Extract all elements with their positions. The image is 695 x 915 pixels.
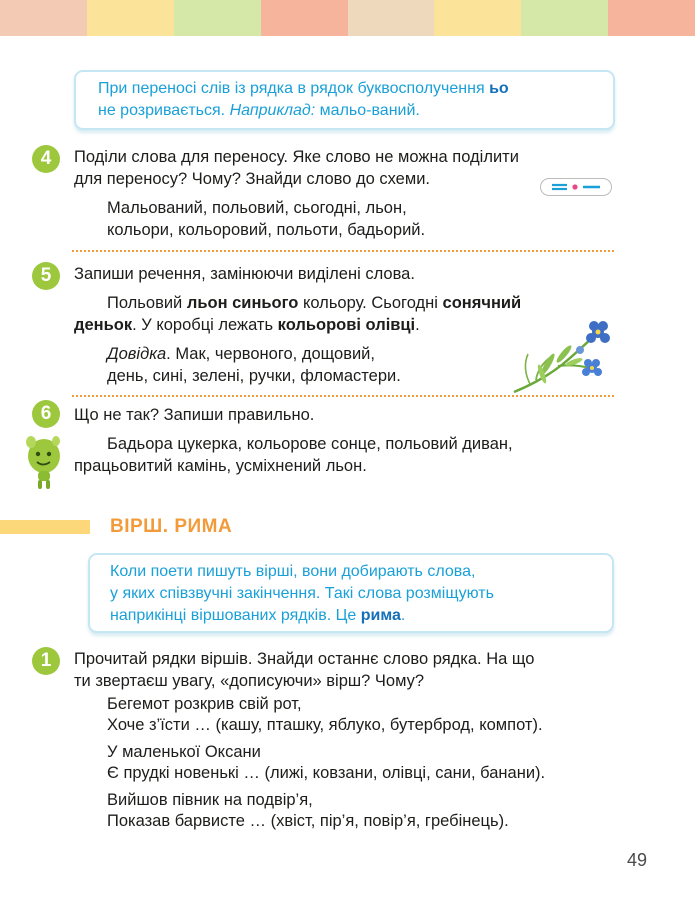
stripe [87,0,174,36]
page-number: 49 [626,850,647,870]
stripe [521,0,608,36]
sentence-text: . У коробці лежать [132,316,274,334]
poem-line: У маленької Оксани [107,743,261,761]
stripe [174,0,261,36]
example-text: мальо-ваний. [319,102,420,119]
stripe [348,0,435,36]
rule-text: При переносі слів із рядка в рядок буквосполучення [98,80,485,97]
word-list: кольори, кольоровий, польоти, бадьорий. [107,221,426,239]
rule-text: не розривається. [98,102,226,119]
poem-3 [107,790,509,832]
task-instruction: Запиши речення, замінюючи виділені слова. [74,265,415,283]
highlighted-words: льон синього [186,294,299,312]
section-title: ВІРШ. РИМА [110,516,233,537]
highlighted-word: деньок [74,316,133,334]
task-instruction: ти звертаєш увагу, «дописуючи» вірш? Чому? [74,672,425,690]
phrase-list: Бадьора цукерка, кольорове сонце, польовий диван, [107,435,513,453]
hint-text: . Мак, червоного, дощовий, [166,345,375,363]
task-4 [74,146,614,241]
task-instruction: Прочитай рядки віршів. Знайди останнє слово рядка. На що [74,650,535,668]
task-instruction: для переносу? Чому? Знайди слово до схеми. [74,170,431,188]
example-label: Наприклад: [229,102,316,119]
word-list: Мальований, польовий, сьогодні, льон, [107,199,407,217]
green-character-illustration [22,432,68,490]
highlighted-word: сонячний [442,294,522,312]
rule-box-hyphenation [74,70,615,130]
task-1 [74,648,614,692]
task-6 [74,404,614,477]
poem-line: Вийшов півник на подвір’я, [107,791,313,809]
hint-text: день, сині, зелені, ручки, фломастери. [107,367,401,385]
task-number-5: 5 [32,262,60,290]
phrase-list: працьовитий камінь, усміхнений льон. [74,457,367,475]
stripe [0,0,87,36]
dotted-divider [72,250,614,252]
task-instruction: Що не так? Запиши правильно. [74,406,315,424]
section-accent-bar [0,520,90,534]
sentence-text: кольору. Сьогодні [302,294,438,312]
rule-text: у яких співзвучні закінчення. Такі слова розміщують [110,585,494,602]
dotted-divider [72,395,614,397]
rule-box-rhyme [88,553,614,633]
rule-letters: ьо [489,80,509,97]
poem-line: Хоче з’їсти … (кашу, пташку, яблуко, бутерброд, компот). [107,716,543,734]
top-color-stripes [0,0,695,36]
poem-line: Бегемот розкрив свій рот, [107,695,302,713]
task-instruction: Поділи слова для переносу. Яке слово не можна поділити [74,148,519,166]
task-number-6: 6 [32,400,60,428]
task-number-4: 4 [32,145,60,173]
rule-term: рима [360,607,401,624]
rule-text: . [400,607,406,624]
stripe [434,0,521,36]
poem-line: Показав барвисте … (хвіст, пір’я, повір’я, гребінець). [107,812,509,830]
word-scheme-icon [540,178,612,196]
rule-text: Коли поети пишуть вірші, вони добирають слова, [110,563,476,580]
sentence-text: Польовий [107,294,183,312]
stripe [261,0,348,36]
poem-line: Є прудкі новенькі … (лижі, ковзани, олівці, сани, банани). [107,764,546,782]
task-number-1: 1 [32,647,60,675]
poem-2 [107,742,545,784]
stripe [608,0,695,36]
highlighted-words: кольорові олівці [277,316,416,334]
poem-1 [107,694,543,736]
rule-text: наприкінці віршованих рядків. Це [110,607,357,624]
sentence-text: . [415,316,420,334]
hint-label: Довідка [107,345,167,363]
flax-flower-illustration [508,318,618,396]
